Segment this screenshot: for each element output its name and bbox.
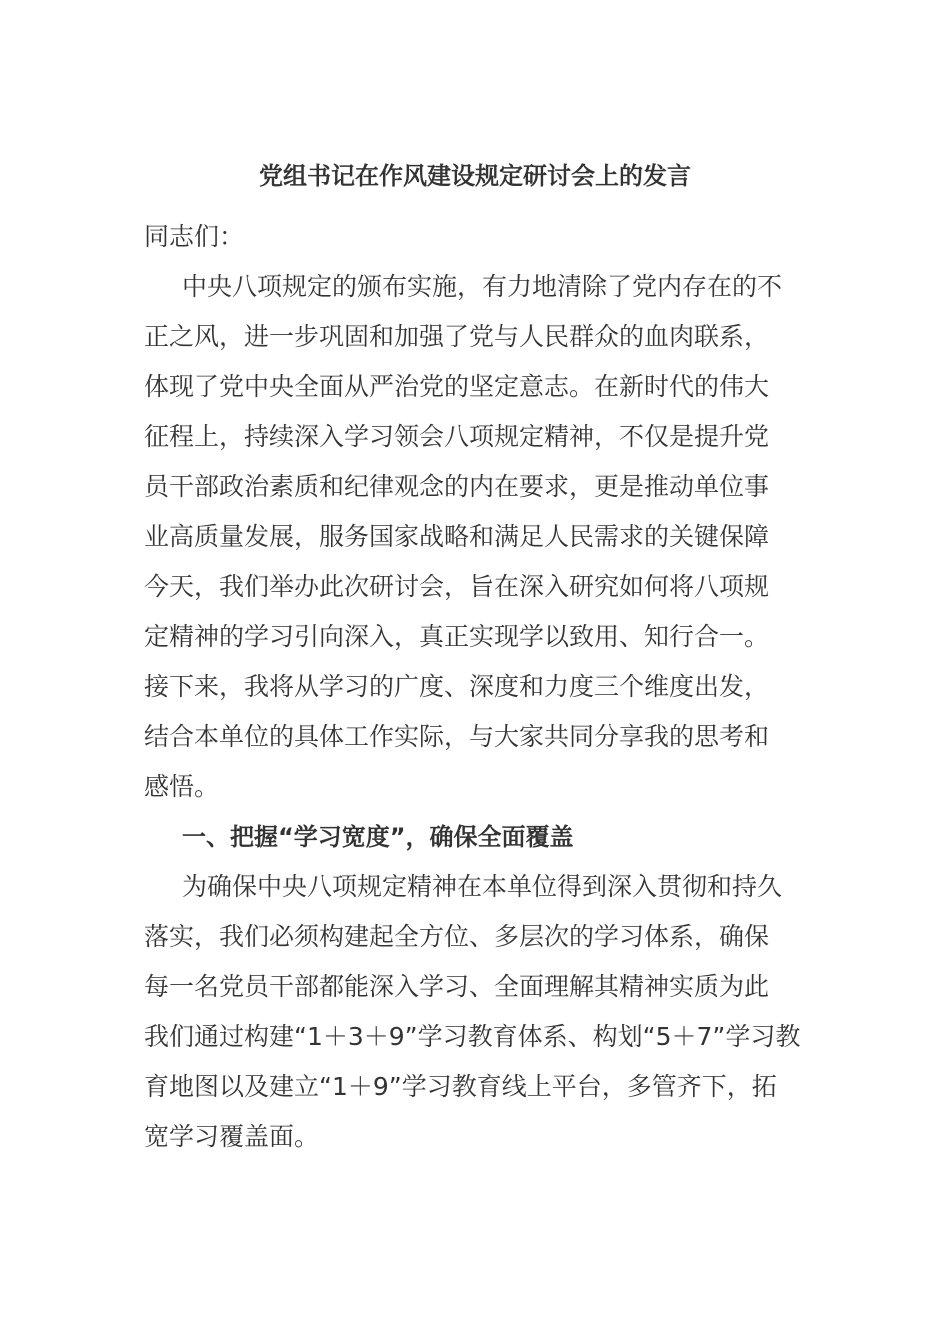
paragraph-line: 中央八项规定的颁布实施，有力地清除了党内存在的不 — [182, 272, 783, 301]
paragraph-line: 结合本单位的具体工作实际，与大家共同分享我的思考和 — [144, 722, 770, 751]
paragraph-line: 定精神的学习引向深入，真正实现学以致用、知行合一。 — [144, 622, 770, 651]
paragraph-line: 今天，我们举办此次研讨会，旨在深入研究如何将八项规 — [144, 572, 770, 601]
salutation: 同志们： — [144, 222, 245, 251]
paragraph-line: 业高质量发展，服务国家战略和满足人民需求的关键保障 — [144, 522, 770, 551]
section-heading: 一、把握“学习宽度”，确保全面覆盖 — [182, 823, 574, 851]
paragraph-line: 落实，我们必须构建起全方位、多层次的学习体系，确保 — [144, 922, 770, 951]
paragraph-line: 宽学习覆盖面。 — [144, 1122, 320, 1151]
paragraph-line: 员干部政治素质和纪律观念的内在要求，更是推动单位事 — [144, 472, 770, 501]
paragraph-line: 感悟。 — [144, 772, 220, 801]
document-title: 党组书记在作风建设规定研讨会上的发言 — [259, 162, 691, 190]
paragraph-line: 为确保中央八项规定精神在本单位得到深入贯彻和持久 — [182, 872, 783, 901]
paragraph-line: 接下来，我将从学习的广度、深度和力度三个维度出发， — [144, 672, 770, 701]
paragraph-line: 体现了党中央全面从严治党的坚定意志。在新时代的伟大 — [144, 372, 770, 401]
paragraph-line: 我们通过构建“1＋3＋9”学习教育体系、构划“5＋7”学习教 — [144, 1022, 801, 1051]
paragraph-line: 征程上，持续深入学习领会八项规定精神，不仅是提升党 — [144, 422, 770, 451]
paragraph-line: 育地图以及建立“1＋9”学习教育线上平台，多管齐下，拓 — [144, 1072, 777, 1101]
paragraph-line: 每一名党员干部都能深入学习、全面理解其精神实质为此 — [144, 972, 770, 1001]
paragraph-line: 正之风，进一步巩固和加强了党与人民群众的血肉联系， — [144, 322, 770, 351]
